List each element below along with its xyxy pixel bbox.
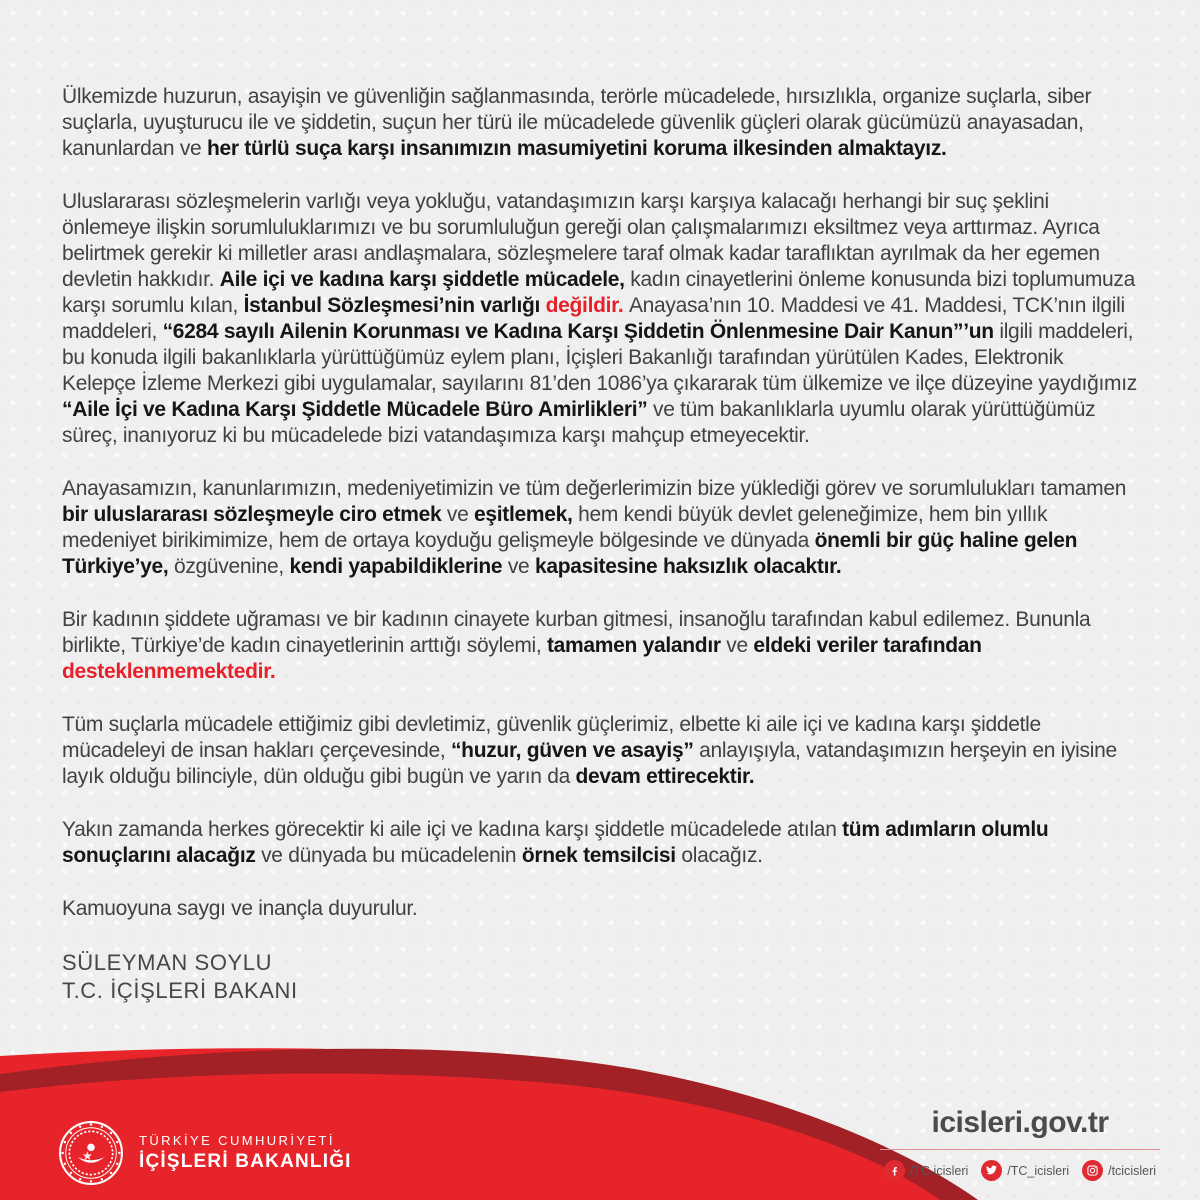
twitter-icon (981, 1160, 1002, 1181)
paragraph: Kamuoyuna saygı ve inançla duyurulur. (62, 897, 418, 920)
website-url: icisleri.gov.tr (931, 1106, 1109, 1139)
facebook-handle: /TC.icisleri (884, 1160, 968, 1181)
ministry-name-line2: İÇİŞLERİ BAKANLIĞI (139, 1151, 352, 1172)
ministry-name (139, 1133, 352, 1173)
signature-block (62, 949, 1138, 1005)
twitter-handle: /TC_icisleri (981, 1160, 1069, 1181)
statement-content (62, 84, 1138, 1005)
ministry-name-line1: TÜRKİYE CUMHURİYETİ (139, 1133, 335, 1148)
paragraph: Bir kadının şiddete uğraması ve bir kadının cinayete kurban gitmesi, insanoğlu tarafından kabul edilemez. Bununla birlikte, Türkiye’de kadın cinayetlerinin arttığı söylemi, tamamen yalandır ve eldeki veriler tarafından desteklenmemektedir. (62, 608, 1091, 683)
paragraph: Ülkemizde huzurun, asayişin ve güvenliğin sağlanmasında, terörle mücadelede, hırsızlıkla, organize suçlarla, siber suçlarla, uyuşturucu ile ve şiddetin, suçun her türü ile mücadelede güvenlik güçleri olarak gücümüzü anayasadan, kanunlardan ve her türlü suça karşı insanımızın masumiyetini koruma ilkesinden almaktayız. (62, 85, 1092, 160)
divider (880, 1149, 1160, 1150)
statement-body (62, 84, 1138, 922)
ministry-seal-icon (58, 1120, 124, 1186)
signature-title: T.C. İÇİŞLERİ BAKANI (62, 978, 298, 1003)
ministry-brand (58, 1120, 352, 1186)
paragraph: Tüm suçlarla mücadele ettiğimiz gibi devletimiz, güvenlik güçlerimiz, elbette ki aile içi ve kadına karşı şiddetle mücadeleyi de insan hakları çerçevesinde, “huzur, güven ve asayiş” anlayışıyla, vatandaşımızın herşeyin en iyisine layık olduğu bilinciyle, dün olduğu gibi bugün ve yarın da devam ettirecektir. (62, 713, 1117, 788)
paragraph: Yakın zamanda herkes görecektir ki aile içi ve kadına karşı şiddetle mücadelede atılan tüm adımların olumlu sonuçlarını alacağız ve dünyada bu mücadelenin örnek temsilcisi olacağız. (62, 818, 1049, 867)
instagram-handle: /tcicisleri (1082, 1160, 1156, 1181)
social-handles (880, 1160, 1160, 1181)
paragraph: Uluslararası sözleşmelerin varlığı veya yokluğu, vatandaşımızın karşı karşıya kalacağı herhangi bir suç şeklini önlemeye ilişkin sorumluluklarımızı ve bu sorumluluğun gereği olan çalışmalarımızı eksiltmez veya arttırmaz. Ayrıca belirtmek gerekir ki milletler arası andlaşmalara, sözleşmelere taraf olmak kadar taraflıktan ayrılmak da her egemen devletin hakkıdır. Aile içi ve kadına karşı şiddetle mücadele, kadın cinayetlerini önleme konusunda bizi toplumumuza karşı sorumlu kılan, İstanbul Sözleşmesi’nin varlığı değildir. Anayasa’nın 10. Maddesi ve 41. Maddesi, TCK’nın ilgili maddeleri, “6284 sayılı Ailenin Korunması ve Kadına Karşı Şiddetin Önlenmesine Dair Kanun”’un ilgili maddeleri, bu konuda ilgili bakanlıklarla yürüttüğümüz eylem planı, İçişleri Bakanlığı tarafından yürütülen Kades, Elektronik Kelepçe İzleme Merkezi gibi uygulamalar, sayılarını 81’den 1086’ya çıkararak tüm ülkemize ve ilçe düzeyine yaydığımız “Aile İçi ve Kadına Karşı Şiddetle Mücadele Büro Amirlikleri” ve tüm bakanlıklarla uyumlu olarak yürüttüğümüz süreç, inanıyoruz ki bu mücadelede bizi vatandaşımıza karşı mahçup etmeyecektir. (62, 190, 1137, 447)
signature-name: SÜLEYMAN SOYLU (62, 950, 273, 975)
website-block (880, 1106, 1160, 1181)
instagram-icon (1082, 1160, 1103, 1181)
facebook-icon (884, 1160, 905, 1181)
paragraph: Anayasamızın, kanunlarımızın, medeniyetimizin ve tüm değerlerimizin bize yüklediği görev ve sorumlulukları tamamen bir uluslararası sözleşmeyle ciro etmek ve eşitlemek, hem kendi büyük devlet geleneğimize, hem bin yıllık medeniyet birikimimize, hem de ortaya koyduğu gelişmeyle bölgesinde ve dünyada önemli bir güç haline gelen Türkiye’ye, özgüvenine, kendi yapabildiklerine ve kapasitesine haksızlık olacaktır. (62, 477, 1127, 578)
